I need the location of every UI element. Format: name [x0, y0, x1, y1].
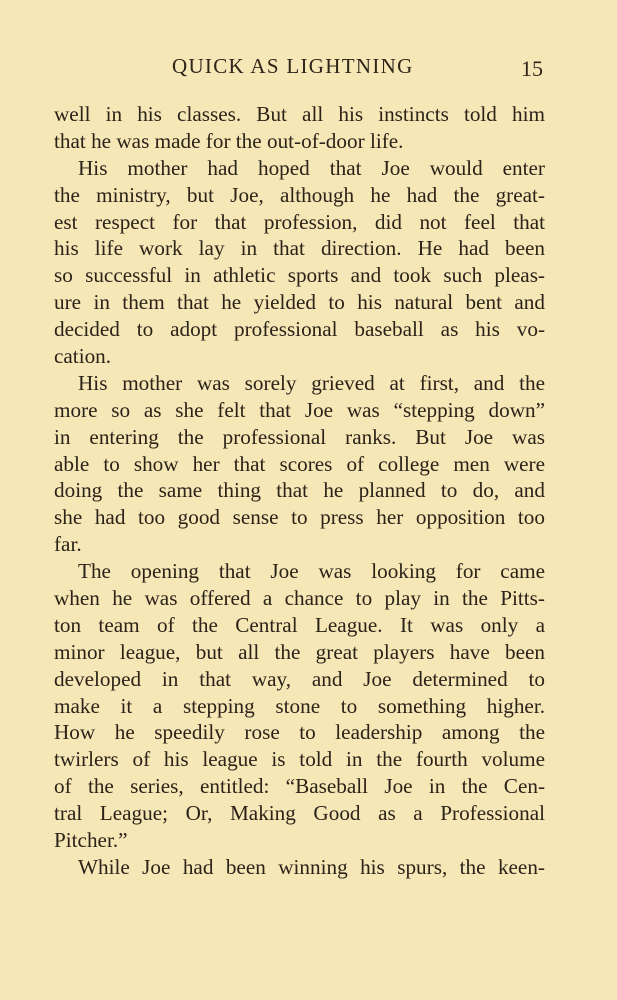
text-line: of the series, entitled: “Baseball Joe in the Cen-	[54, 774, 545, 799]
body-text	[54, 101, 545, 881]
text-line: so successful in athletic sports and took such pleas-	[54, 263, 545, 288]
text-line: when he was offered a chance to play in the Pitts-	[54, 586, 545, 611]
text-line: tral League; Or, Making Good as a Professional	[54, 801, 545, 826]
text-line: decided to adopt professional baseball as his vo-	[54, 317, 545, 342]
page-number: 15	[521, 56, 543, 81]
text-line: doing the same thing that he planned to do, and	[54, 478, 545, 503]
paragraph-first-line: His mother was sorely grieved at first, and the	[78, 370, 545, 395]
running-title: QUICK AS LIGHTNING	[172, 54, 414, 78]
text-line: in entering the professional ranks. But Joe was	[54, 424, 545, 449]
text-line: well in his classes. But all his instincts told him	[54, 102, 545, 126]
text-line: ton team of the Central League. It was only a	[54, 612, 545, 637]
text-line: she had too good sense to press her opposition too	[54, 505, 545, 530]
text-line: his life work lay in that direction. He had been	[54, 236, 545, 261]
text-line: ure in them that he yielded to his natural bent and	[54, 290, 545, 315]
paragraph-first-line: His mother had hoped that Joe would enter	[78, 155, 545, 180]
text-line: minor league, but all the great players have been	[54, 639, 545, 664]
text-line: that he was made for the out-of-door life.	[54, 128, 404, 153]
paragraph-first-line: While Joe had been winning his spurs, the keen-	[78, 854, 545, 879]
text-line: twirlers of his league is told in the fourth volume	[54, 747, 545, 772]
text-line: est respect for that profession, did not feel that	[54, 209, 545, 234]
text-line: Pitcher.”	[54, 828, 128, 853]
text-line: more so as she felt that Joe was “stepping down”	[54, 397, 545, 422]
text-line: How he speedily rose to leadership among the	[54, 720, 545, 745]
text-line: far.	[54, 532, 82, 557]
paragraph-first-line: The opening that Joe was looking for came	[78, 559, 545, 584]
text-line: cation.	[54, 344, 112, 369]
page-header	[0, 50, 617, 84]
text-line: developed in that way, and Joe determined to	[54, 666, 545, 691]
text-line: make it a stepping stone to something higher.	[54, 693, 545, 718]
text-line: able to show her that scores of college men were	[54, 451, 545, 476]
text-line: the ministry, but Joe, although he had the great-	[54, 182, 545, 207]
